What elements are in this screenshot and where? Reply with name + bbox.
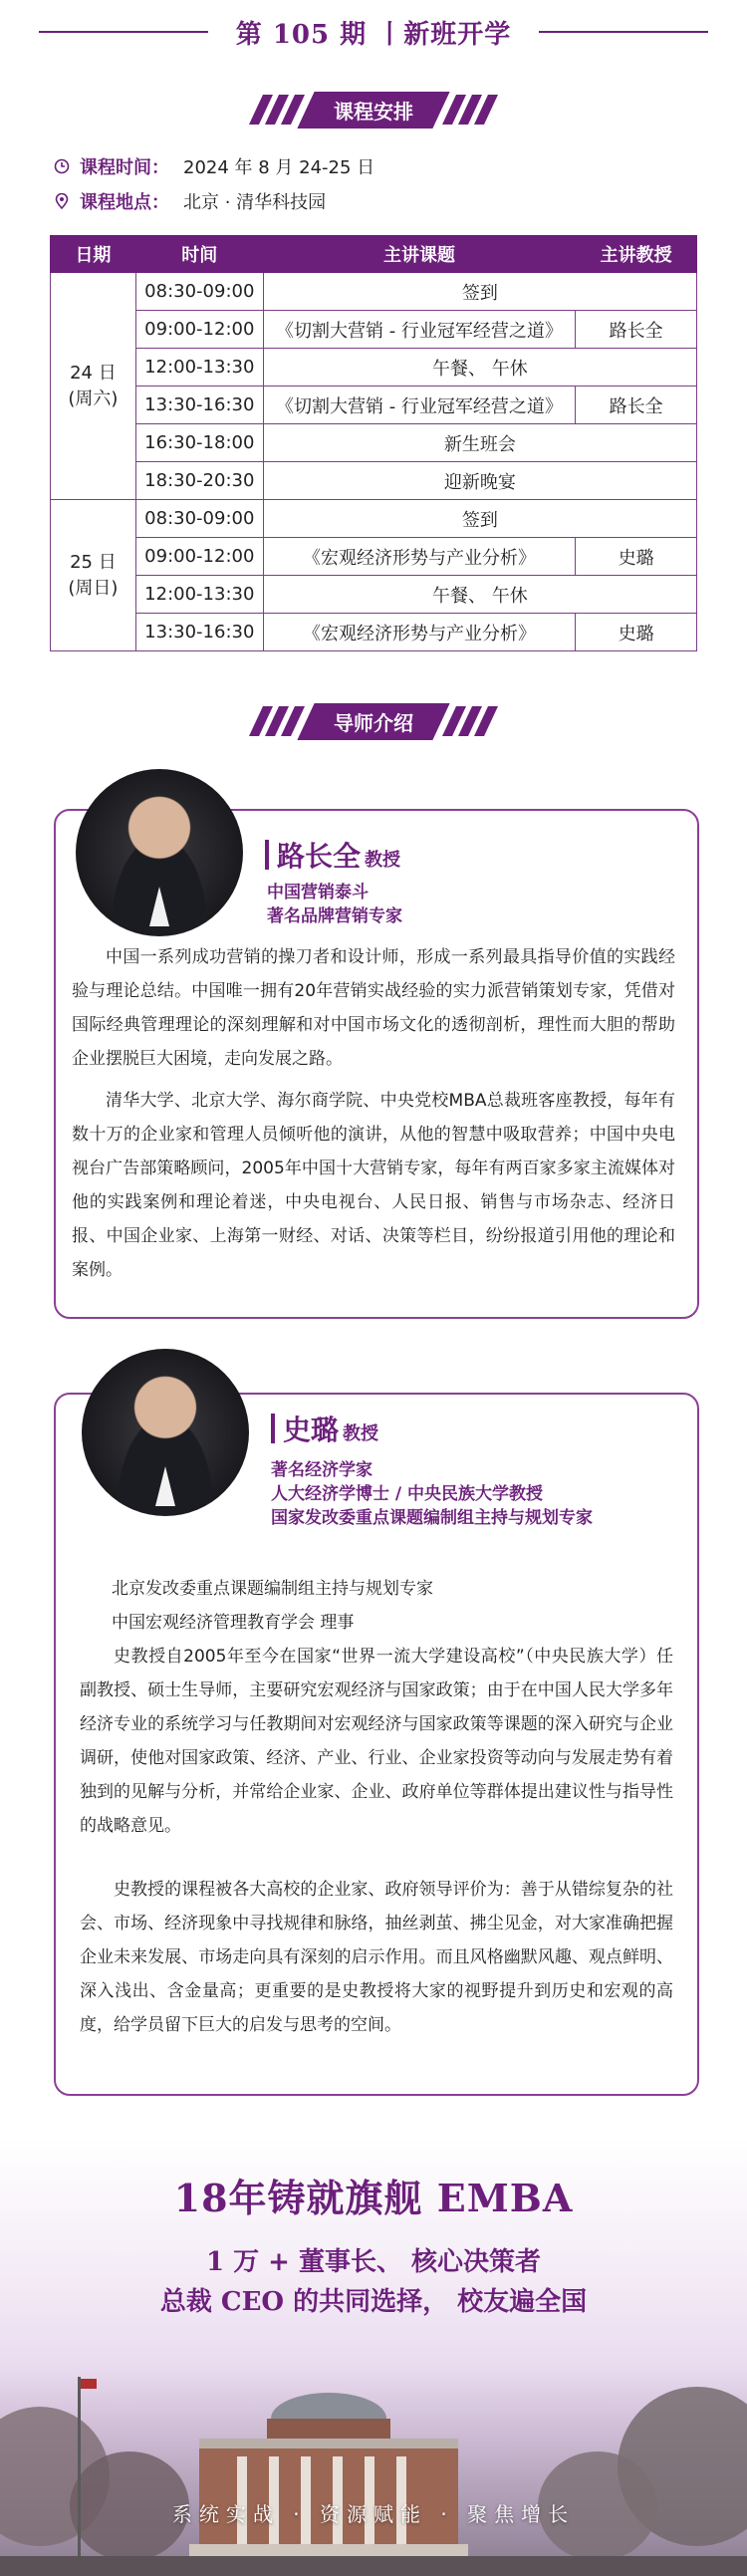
mentor-bio-shi-1: 史教授自2005年至今在国家“世界一流大学建设高校”（中央民族大学）任副教授、硕士生导师，主要研究宏观经济与国家政策；由于在中国人民大学多年经济专业的系统学习与任教期间对宏观经济与国家政策等课题的深入研究与企业调研，使他对国家政策、经济、产业、行业、企业家投资等动向与发展走势有着独到的见解与分析，并常给企业家、企业、政府单位等群体提出建议性与指导性的战略意见。 [80,1647,673,1836]
tag-stripes-right [449,706,491,736]
banner-line-2: 总裁 CEO 的共同选择， 校友遍全国 [159,2287,588,2317]
course-time-value: 2024 年 8 月 24-25 日 [183,157,375,178]
time-cell: 18:30-20:30 [135,462,263,500]
banner-slogan: 系统实战 · 资源赋能 · 聚焦增长 [171,2502,576,2526]
table-row [51,386,697,424]
campus-building-illustration [0,2357,747,2576]
topic-cell: 《切割大营销 - 行业冠军经营之道》 [263,311,575,349]
course-place-value: 北京 · 清华科技园 [183,192,327,213]
clock-icon [54,158,70,174]
mentor-subtitles-lu [267,881,402,928]
time-cell: 09:00-12:00 [135,311,263,349]
avatar-shi [82,1349,249,1516]
day-cell-25 [51,500,136,651]
schedule-section-tag [0,92,747,128]
topic-cell: 签到 [263,500,696,538]
mentor-bio-lu-2: 清华大学、北京大学、海尔商学院、中央党校MBA总裁班客座教授，每年有数十万的企业家和管理人员倾听他的演讲，从他的智慧中吸取营养；中国中央电视台广告部策略顾问，2005年中国十大营销专家，每年有两百家多家主流媒体对他的实践案例和理论着迷，中央电视台、人民日报、销售与市场杂志、经济日报、中国企业家、上海第一财经、对话、决策等栏目，纷纷报道引用他的理论和案例。 [72,1091,675,1280]
mentor-name-text: 史璐 [283,1414,340,1446]
mentor-name-text: 路长全 [277,840,362,873]
table-row [51,311,697,349]
col-header-time: 时间 [135,236,263,273]
professor-cell: 史璐 [576,614,697,651]
tag-stripes-left [256,95,298,125]
topic-cell: 迎新晚宴 [263,462,696,500]
course-time-row [54,151,374,181]
time-cell: 16:30-18:00 [135,424,263,462]
course-time-label: 课程时间： [80,157,169,178]
mentor-subtitle: 人大经济学博士 / 中央民族大学教授 [271,1484,544,1504]
table-header-row [51,236,697,273]
table-row [51,576,697,614]
bottom-banner [0,2138,747,2576]
name-accent-bar [265,840,269,870]
table-row [51,273,697,311]
table-row [51,538,697,576]
topic-cell: 《宏观经济形势与产业分析》 [263,614,575,651]
professor-cell: 史璐 [576,538,697,576]
topic-cell: 新生班会 [263,424,696,462]
period-header [0,10,747,54]
location-pin-icon [54,193,70,209]
topic-cell: 《切割大营销 - 行业冠军经营之道》 [263,386,575,424]
mentor-bio-shi-2: 史教授的课程被各大高校的企业家、政府领导评价为：善于从错综复杂的社会、市场、经济现象中寻找规律和脉络，抽丝剥茧、拂尘见金，对大家准确把握企业未来发展、市场走向具有深刻的启示作用。而且风格幽默风趣、观点鲜明、深入浅出、含金量高；更重要的是史教授将大家的视野提升到历史和宏观的高度，给学员留下巨大的启发与思考的空间。 [80,1880,673,2035]
col-header-professor: 主讲教授 [576,236,697,273]
table-row [51,349,697,386]
mentor-affiliation-1: 北京发改委重点课题编制组主持与规划专家 [112,1579,433,1599]
avatar-lu [76,769,243,936]
topic-cell: 《宏观经济形势与产业分析》 [263,538,575,576]
mentor-title-text: 教授 [343,1423,379,1444]
day-cell-24 [51,273,136,500]
table-row [51,614,697,651]
time-cell: 09:00-12:00 [135,538,263,576]
course-place-label: 课程地点： [80,192,169,213]
course-place-row [54,186,326,216]
col-header-topic: 主讲课题 [263,236,575,273]
time-cell: 13:30-16:30 [135,386,263,424]
professor-cell: 路长全 [576,311,697,349]
mentor-section-tag [0,703,747,739]
mentor-subtitle: 国家发改委重点课题编制组主持与规划专家 [271,1508,593,1528]
mentor-title-text: 教授 [365,850,401,871]
header-divider-right [539,31,708,33]
mentor-tag-label: 导师介绍 [297,703,449,740]
mentor-subtitle: 著名经济学家 [271,1460,373,1480]
mentor-name-shi [271,1409,378,1448]
time-cell: 13:30-16:30 [135,614,263,651]
banner-line-1: 1 万 + 董事长、 核心决策者 [205,2247,542,2277]
table-row [51,500,697,538]
time-cell: 12:00-13:30 [135,349,263,386]
table-row [51,424,697,462]
topic-cell: 午餐、 午休 [263,576,696,614]
header-divider-left [39,31,208,33]
period-title: 第 105 期 丨新班开学 [235,19,512,50]
time-cell: 12:00-13:30 [135,576,263,614]
mentor-subtitles-shi [271,1458,593,1530]
topic-cell: 午餐、 午休 [263,349,696,386]
topic-cell: 签到 [263,273,696,311]
table-row [51,462,697,500]
time-cell: 08:30-09:00 [135,273,263,311]
tag-stripes-left [256,706,298,736]
mentor-name-lu [265,835,400,875]
mentor-bio-lu-1: 中国一系列成功营销的操刀者和设计师，形成一系列最具指导价值的实践经验与理论总结。中国唯一拥有20年营销实战经验的实力派营销策划专家，凭借对国际经典管理理论的深刻理解和对中国市场文化的透彻剖析，理性而大胆的帮助企业摆脱巨大困境，走向发展之路。 [72,947,675,1069]
mentor-subtitle: 中国营销泰斗 [267,883,369,902]
tag-stripes-right [449,95,491,125]
day-label: 24 日 (周六) [68,362,119,409]
schedule-tag-label: 课程安排 [297,92,449,129]
time-cell: 08:30-09:00 [135,500,263,538]
banner-headline: 18年铸就旗舰 EMBA [173,2176,574,2220]
name-accent-bar [271,1414,275,1443]
schedule-table [50,235,697,651]
professor-cell: 路长全 [576,386,697,424]
mentor-affiliation-2: 中国宏观经济管理教育学会 理事 [112,1613,355,1633]
col-header-date: 日期 [51,236,136,273]
day-label: 25 日 (周日) [68,551,119,599]
mentor-subtitle: 著名品牌营销专家 [267,906,402,926]
